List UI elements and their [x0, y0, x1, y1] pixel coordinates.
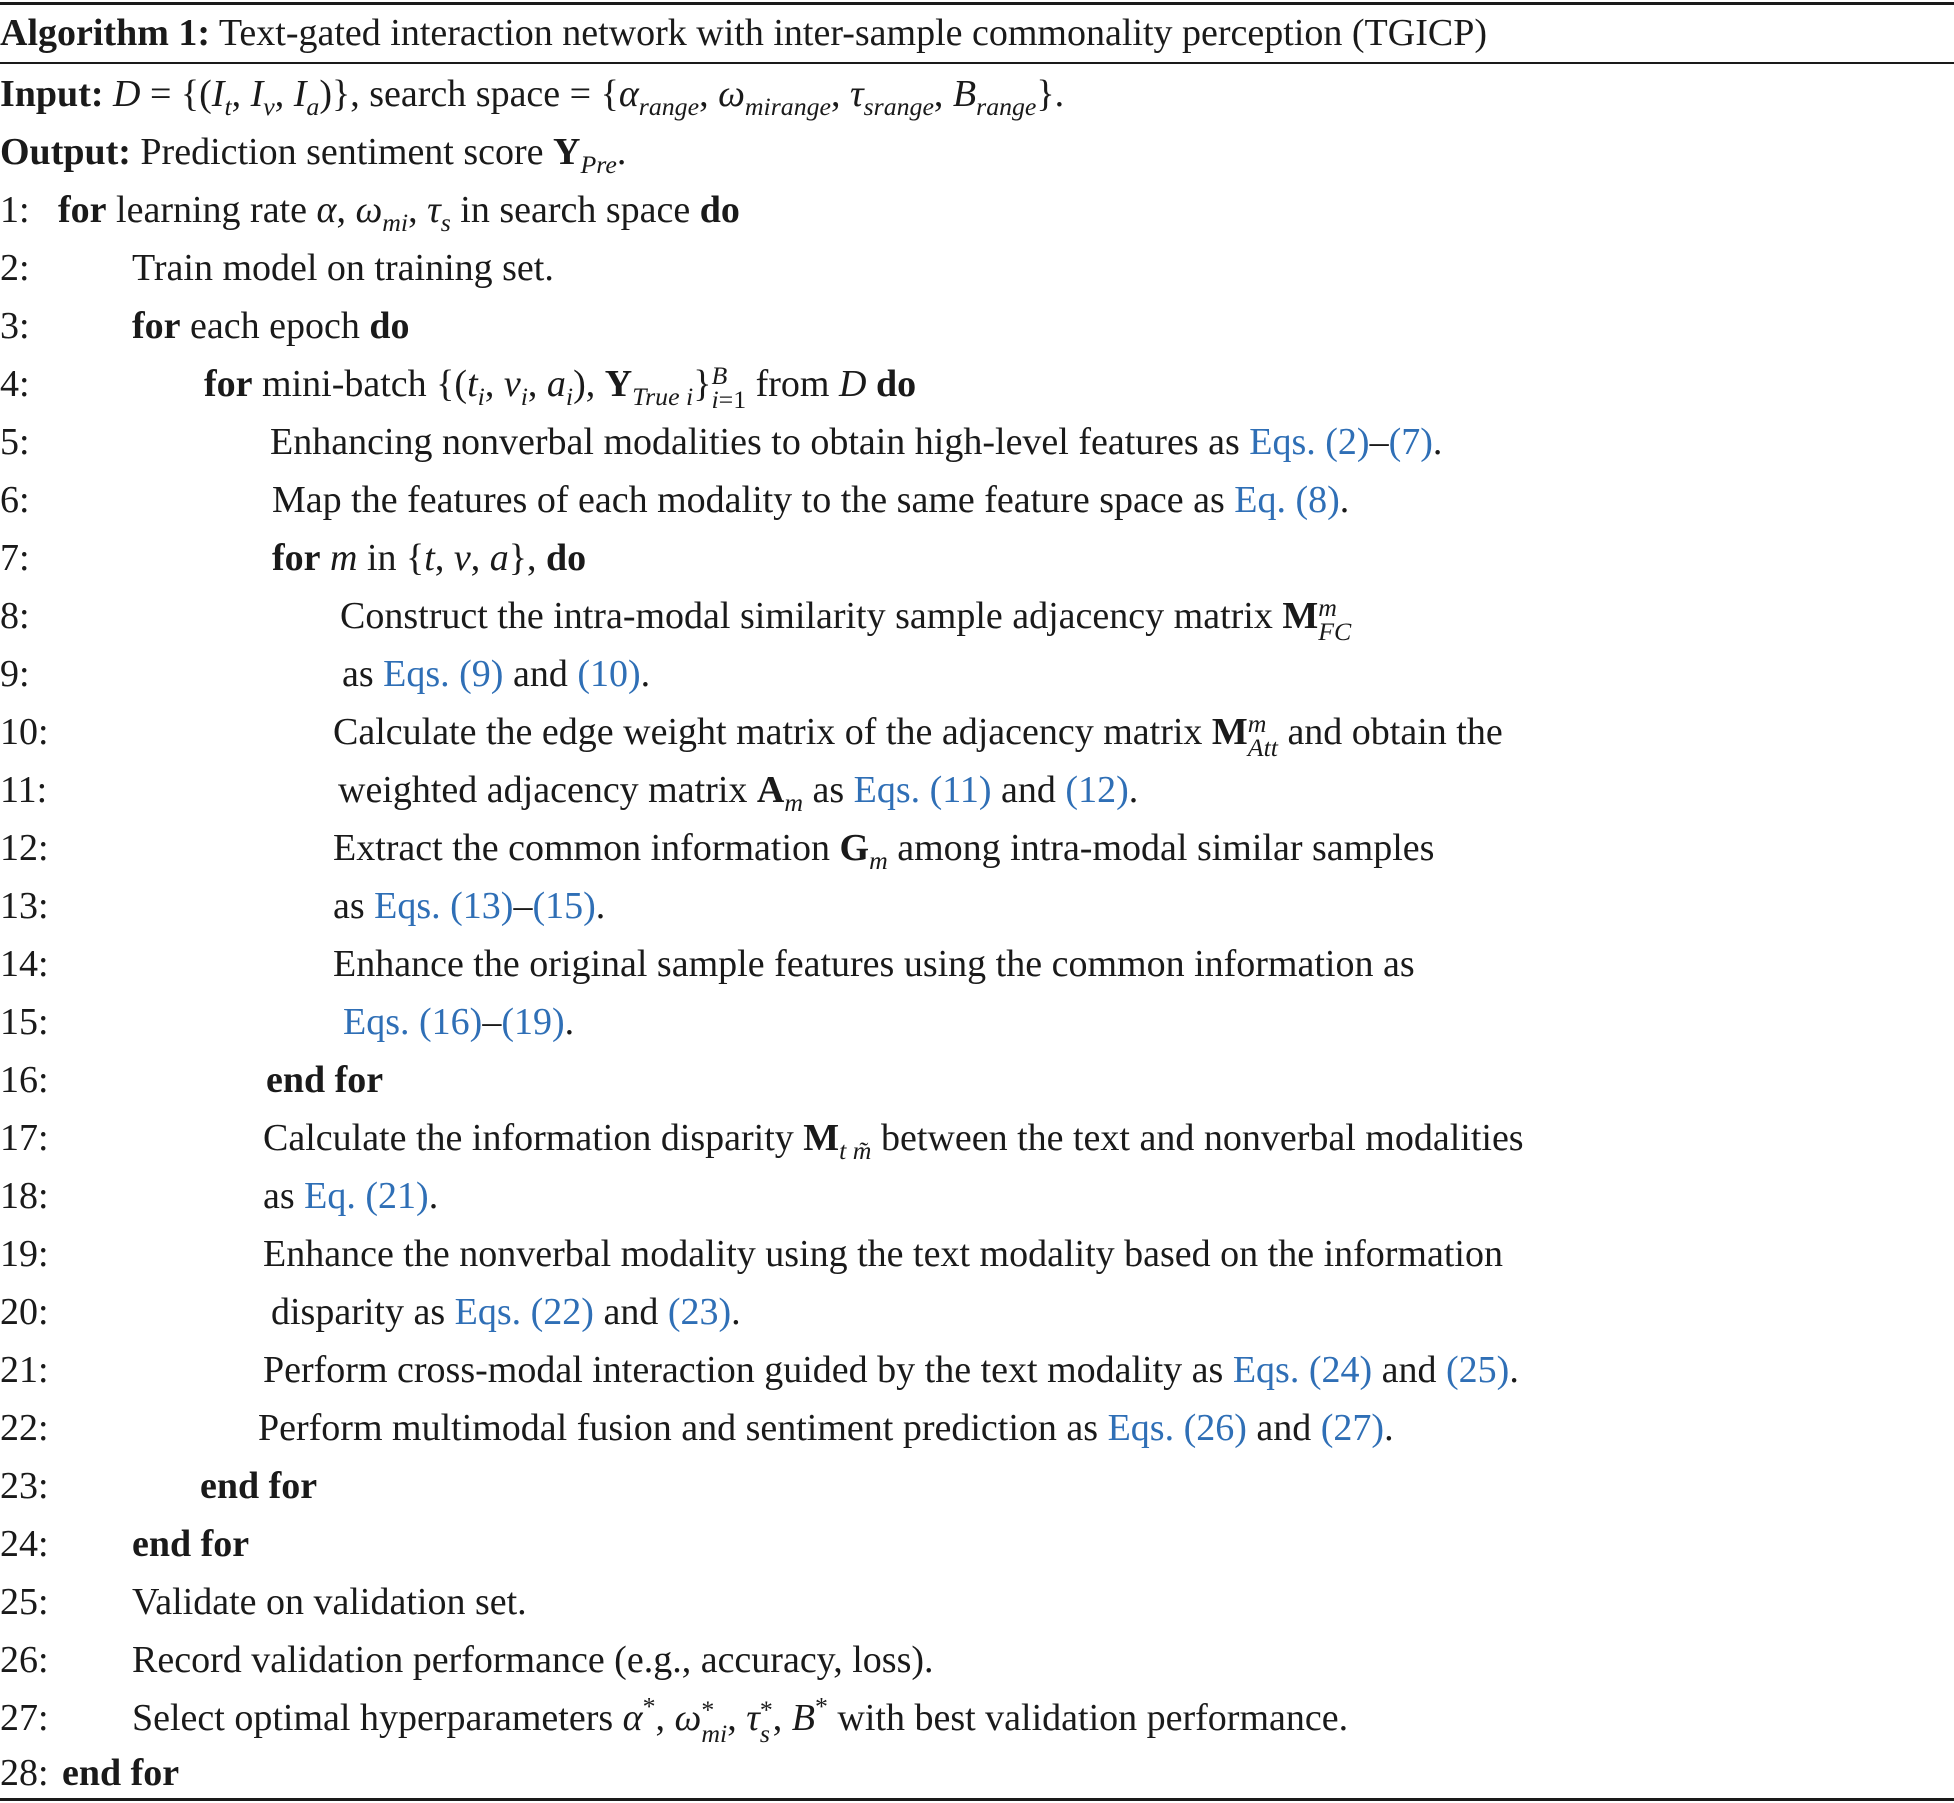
- algorithm-title: [0, 5, 1487, 62]
- eq-ref-link[interactable]: (12): [1065, 769, 1129, 811]
- eq-ref-link[interactable]: Eqs. (24): [1232, 1349, 1373, 1391]
- eq-ref-link[interactable]: (7): [1388, 421, 1433, 463]
- algorithm-label: Algorithm 1:: [0, 12, 211, 54]
- title-rule: [0, 62, 1954, 64]
- eq-ref-link[interactable]: (23): [667, 1291, 732, 1333]
- eq-ref-link[interactable]: (25): [1446, 1349, 1510, 1391]
- bottom-rule: [0, 1798, 1954, 1801]
- eq-ref-link[interactable]: (19): [501, 1001, 565, 1043]
- eq-ref-link[interactable]: Eqs. (9): [383, 653, 504, 695]
- eq-ref-link[interactable]: Eqs. (11): [853, 769, 992, 811]
- eq-ref-link[interactable]: Eq. (21): [304, 1175, 429, 1217]
- eq-ref-link[interactable]: Eqs. (13): [374, 885, 514, 927]
- eq-ref-link[interactable]: Eq. (8): [1234, 479, 1340, 521]
- eq-ref-link[interactable]: (27): [1320, 1407, 1385, 1449]
- algorithm-title-text: Text-gated interaction network with inter-sample commonality perception (TGICP): [218, 12, 1487, 54]
- eq-ref-link[interactable]: Eqs. (22): [454, 1291, 594, 1333]
- eq-ref-link[interactable]: Eqs. (26): [1107, 1407, 1247, 1449]
- eq-ref-link[interactable]: Eqs. (2): [1249, 421, 1370, 463]
- eq-ref-link[interactable]: (10): [577, 653, 641, 695]
- eq-ref-link[interactable]: Eqs. (16): [343, 1001, 483, 1043]
- algorithm-block: Algorithm 1: Text-gated interaction network with inter-sample commonality perception (TGICP) Input: $D = \{(I_t$, $I_v$, $I_a$)}, search space = {$\alpha_{range}$, $\omega_{mirange}$, $\tau_{srange}$, $B_{range}$}. Output: Prediction sentiment score $Y_{Pre}$. 1: for learning rate α, $\omega_{mi}$, $\tau_s$ in search space do 2: Train model on training set. 3: for each epoch do 4: for mini-batch {($t_i$, $v_i$, $a_i$), $Y_{True i}$} B i=1 from D do 5: Enhancing nonverbal modalities to obtain high-level features as Eqs. (2)–(7). 6: Map the features of each modality to the same feature space as Eq. (8). 7: for m in {t, v, a}, do 8: Construct the intra-modal similarity sample adjacency matrix M m FC 9: as Eqs. (9) and (10). 10: Calculate the edge weight matrix of the adjacency matrix M m Att and obtain the 11: weighted adjacency matrix $A_m$ as Eqs. (11) and (12). 12: Extract the common information $G_m$ among intra-modal similar samples 13: as Eqs. (13)–(15). 14: Enhance the original sample features using the common information as 15: Eqs. (16)–(19). 16: end for 17: Calculate the information disparity $M_{t m̃}$ between the text and nonverbal modalities 18: as Eq. (21). 19: Enhance the nonverbal modality using the text modality based on the information 20: disparity as Eqs. (22) and (23). 21: Perform cross-modal interaction guided by the text modality as Eqs. (24) and (25). 22: Perform multimodal fusion and sentiment prediction as Eqs. (26) and (27). 23: end for 24: end for 25: Validate on validation set. 26: Record validation performance (e.g., accuracy, loss). 27: Select optimal hyperparameters α*, ω * mi , τ * s , B* with best validation performance. 28: end for: [0, 0, 1954, 1803]
- eq-ref-link[interactable]: (15): [532, 885, 596, 927]
